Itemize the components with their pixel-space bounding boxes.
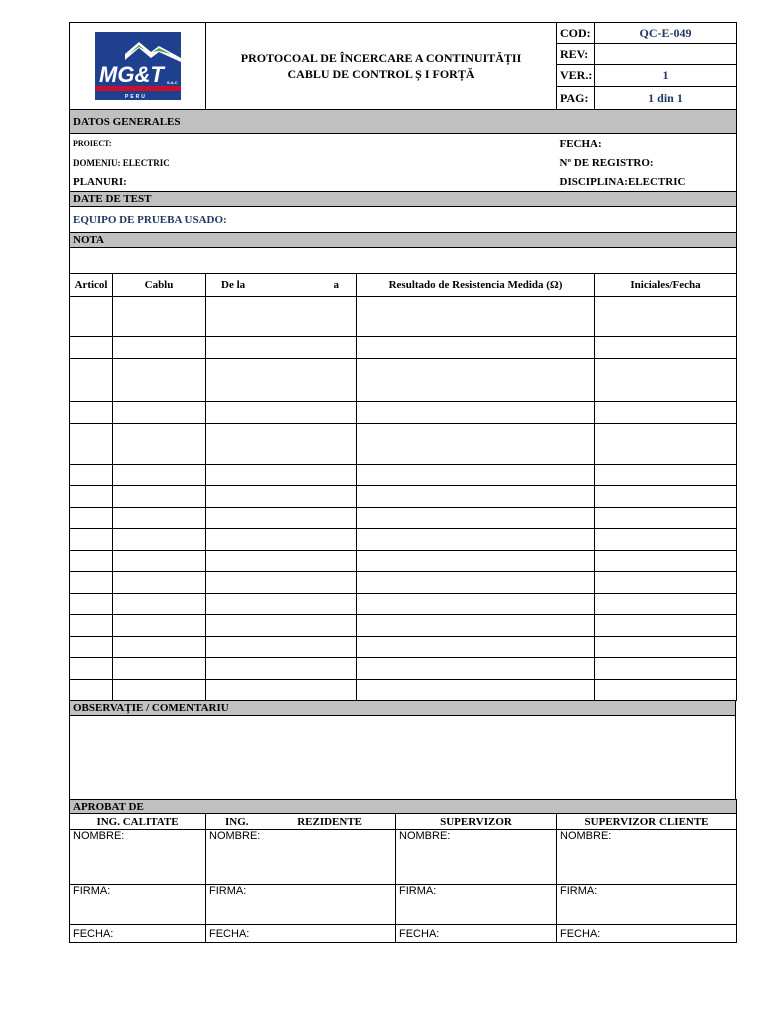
- approver-ing-rezidente: [206, 814, 396, 830]
- cell[interactable]: [70, 551, 113, 572]
- cell[interactable]: [113, 680, 206, 701]
- registro-label: Nº DE REGISTRO:: [557, 154, 737, 173]
- cell[interactable]: [206, 486, 357, 508]
- table-row: [70, 465, 737, 486]
- cell[interactable]: [357, 359, 595, 402]
- header-table: [69, 22, 737, 110]
- cell[interactable]: [357, 529, 595, 551]
- approval-table: [69, 799, 737, 943]
- disciplina-label: DISCIPLINA:ELECTRIC: [557, 173, 737, 192]
- nombre-field-1[interactable]: NOMBRE:: [70, 830, 206, 885]
- cell[interactable]: [357, 680, 595, 701]
- cell[interactable]: [595, 424, 737, 465]
- fecha-label: FECHA:: [557, 134, 737, 154]
- ver-label: VER.:: [557, 65, 595, 87]
- rev-value: [595, 44, 737, 65]
- cell[interactable]: [113, 529, 206, 551]
- col-a: a: [333, 279, 339, 291]
- ver-value: 1: [595, 65, 737, 87]
- cell[interactable]: [70, 572, 113, 594]
- cell[interactable]: [70, 465, 113, 486]
- cell[interactable]: [595, 594, 737, 615]
- cell[interactable]: [595, 297, 737, 337]
- section-date-de-test: DATE DE TEST: [70, 192, 737, 207]
- cell[interactable]: [113, 465, 206, 486]
- firma-field-3[interactable]: FIRMA:: [396, 885, 557, 925]
- nombre-field-3[interactable]: NOMBRE:: [396, 830, 557, 885]
- col-articol: Articol: [70, 274, 113, 297]
- table-row: [70, 402, 737, 424]
- results-header-row: [70, 274, 737, 297]
- cell[interactable]: [70, 508, 113, 529]
- cell[interactable]: [70, 402, 113, 424]
- cell[interactable]: [357, 486, 595, 508]
- table-row: [70, 337, 737, 359]
- cell[interactable]: [206, 359, 357, 402]
- cell[interactable]: [595, 337, 737, 359]
- pag-value: 1 din 1: [595, 87, 737, 110]
- cell[interactable]: [70, 337, 113, 359]
- cell[interactable]: [206, 594, 357, 615]
- col-dela-a: [206, 274, 357, 297]
- table-row: [70, 551, 737, 572]
- cell[interactable]: [70, 486, 113, 508]
- logo-cell: [70, 23, 206, 110]
- table-row: [70, 486, 737, 508]
- cell[interactable]: [113, 359, 206, 402]
- cell[interactable]: [206, 508, 357, 529]
- approver-supervizor: SUPERVIZOR: [396, 814, 557, 830]
- cell[interactable]: [357, 508, 595, 529]
- cell[interactable]: [113, 658, 206, 680]
- cell[interactable]: [206, 402, 357, 424]
- cell[interactable]: [357, 465, 595, 486]
- cell[interactable]: [595, 529, 737, 551]
- table-row: [70, 658, 737, 680]
- table-row: [70, 508, 737, 529]
- svg-text:S.A.C: S.A.C: [166, 80, 178, 85]
- cell[interactable]: [113, 486, 206, 508]
- cell[interactable]: [595, 508, 737, 529]
- firma-field-2[interactable]: FIRMA:: [206, 885, 396, 925]
- section-aprobat-de: APROBAT DE: [70, 800, 737, 814]
- firma-field-1[interactable]: FIRMA:: [70, 885, 206, 925]
- cell[interactable]: [206, 297, 357, 337]
- cod-value: QC-E-049: [595, 23, 737, 44]
- rev-label: REV:: [557, 44, 595, 65]
- cell[interactable]: [357, 615, 595, 637]
- table-row: [70, 424, 737, 465]
- cell[interactable]: [595, 680, 737, 701]
- cell[interactable]: [595, 486, 737, 508]
- cell[interactable]: [113, 615, 206, 637]
- table-row: [70, 680, 737, 701]
- cod-label: COD:: [557, 23, 595, 44]
- firma-field-4[interactable]: FIRMA:: [557, 885, 737, 925]
- col-cablu: Cablu: [113, 274, 206, 297]
- cell[interactable]: [357, 337, 595, 359]
- cell[interactable]: [206, 658, 357, 680]
- cell[interactable]: [595, 465, 737, 486]
- cell[interactable]: [70, 594, 113, 615]
- cell[interactable]: [113, 297, 206, 337]
- cell[interactable]: [206, 680, 357, 701]
- cell[interactable]: [113, 402, 206, 424]
- pag-label: PAG:: [557, 87, 595, 110]
- proiect-label: PROIECT:: [70, 134, 557, 154]
- cell[interactable]: [357, 594, 595, 615]
- table-row: [70, 615, 737, 637]
- table-row: [70, 297, 737, 337]
- cell[interactable]: [70, 680, 113, 701]
- company-logo: [95, 32, 181, 100]
- nombre-field-4[interactable]: NOMBRE:: [557, 830, 737, 885]
- general-data-table: [69, 109, 737, 274]
- cell[interactable]: [70, 637, 113, 658]
- cell[interactable]: [357, 402, 595, 424]
- cell[interactable]: [595, 658, 737, 680]
- table-row: [70, 572, 737, 594]
- cell[interactable]: [206, 615, 357, 637]
- cell[interactable]: [357, 637, 595, 658]
- domeniu-label: DOMENIU: ELECTRIC: [70, 154, 557, 173]
- fecha-field-3[interactable]: FECHA:: [396, 925, 557, 943]
- protocol-form: [69, 22, 736, 943]
- section-observatie: OBSERVAȚIE / COMENTARIU: [70, 701, 736, 716]
- table-row: [70, 529, 737, 551]
- observations-table: [69, 700, 736, 800]
- col-dela: De la: [221, 279, 246, 291]
- cell[interactable]: [113, 637, 206, 658]
- cell[interactable]: [595, 615, 737, 637]
- approver-ing-calitate: ING. CALITATE: [70, 814, 206, 830]
- approver-ing-label: ING.: [225, 815, 249, 828]
- approver-supervizor-cliente: SUPERVIZOR CLIENTE: [557, 814, 737, 830]
- cell[interactable]: [70, 297, 113, 337]
- approver-rezidente-label: REZIDENTE: [297, 815, 362, 828]
- cell[interactable]: [357, 424, 595, 465]
- cell[interactable]: [70, 615, 113, 637]
- document-title: [206, 23, 557, 110]
- fecha-field-1[interactable]: FECHA:: [70, 925, 206, 943]
- cell[interactable]: [595, 402, 737, 424]
- section-datos-generales: DATOS GENERALES: [70, 110, 737, 134]
- cell[interactable]: [206, 572, 357, 594]
- cell[interactable]: [113, 594, 206, 615]
- cell[interactable]: [357, 572, 595, 594]
- table-row: [70, 359, 737, 402]
- cell[interactable]: [113, 572, 206, 594]
- cell[interactable]: [357, 658, 595, 680]
- cell[interactable]: [595, 551, 737, 572]
- equipo-label: EQUIPO DE PRUEBA USADO:: [70, 207, 737, 233]
- cell[interactable]: [595, 637, 737, 658]
- cell[interactable]: [206, 465, 357, 486]
- cell[interactable]: [70, 424, 113, 465]
- svg-text:PERU: PERU: [124, 94, 147, 100]
- cell[interactable]: [206, 337, 357, 359]
- cell[interactable]: [70, 359, 113, 402]
- cell[interactable]: [206, 551, 357, 572]
- results-table: [69, 273, 737, 701]
- svg-text:MG&T: MG&T: [98, 62, 164, 87]
- observatie-content[interactable]: [70, 716, 736, 800]
- col-iniciales: Iniciales/Fecha: [595, 274, 737, 297]
- cell[interactable]: [357, 551, 595, 572]
- table-row: [70, 594, 737, 615]
- col-resultado: Resultado de Resistencia Medida (Ω): [357, 274, 595, 297]
- nombre-field-2[interactable]: NOMBRE:: [206, 830, 396, 885]
- cell[interactable]: [206, 529, 357, 551]
- title-line-1: PROTOCOAL DE ÎNCERCARE A CONTINUITĂȚII: [240, 51, 522, 65]
- cell[interactable]: [206, 637, 357, 658]
- table-row: [70, 637, 737, 658]
- nota-content[interactable]: [70, 248, 737, 274]
- cell[interactable]: [113, 508, 206, 529]
- cell[interactable]: [595, 572, 737, 594]
- title-line-2: CABLU DE CONTROL Ș I FORȚĂ: [287, 67, 475, 81]
- planuri-label: PLANURI:: [70, 173, 557, 192]
- cell[interactable]: [206, 424, 357, 465]
- fecha-field-4[interactable]: FECHA:: [557, 925, 737, 943]
- cell[interactable]: [113, 551, 206, 572]
- cell[interactable]: [113, 424, 206, 465]
- cell[interactable]: [595, 359, 737, 402]
- cell[interactable]: [113, 337, 206, 359]
- cell[interactable]: [70, 658, 113, 680]
- cell[interactable]: [70, 529, 113, 551]
- fecha-field-2[interactable]: FECHA:: [206, 925, 396, 943]
- cell[interactable]: [357, 297, 595, 337]
- section-nota: NOTA: [70, 233, 737, 248]
